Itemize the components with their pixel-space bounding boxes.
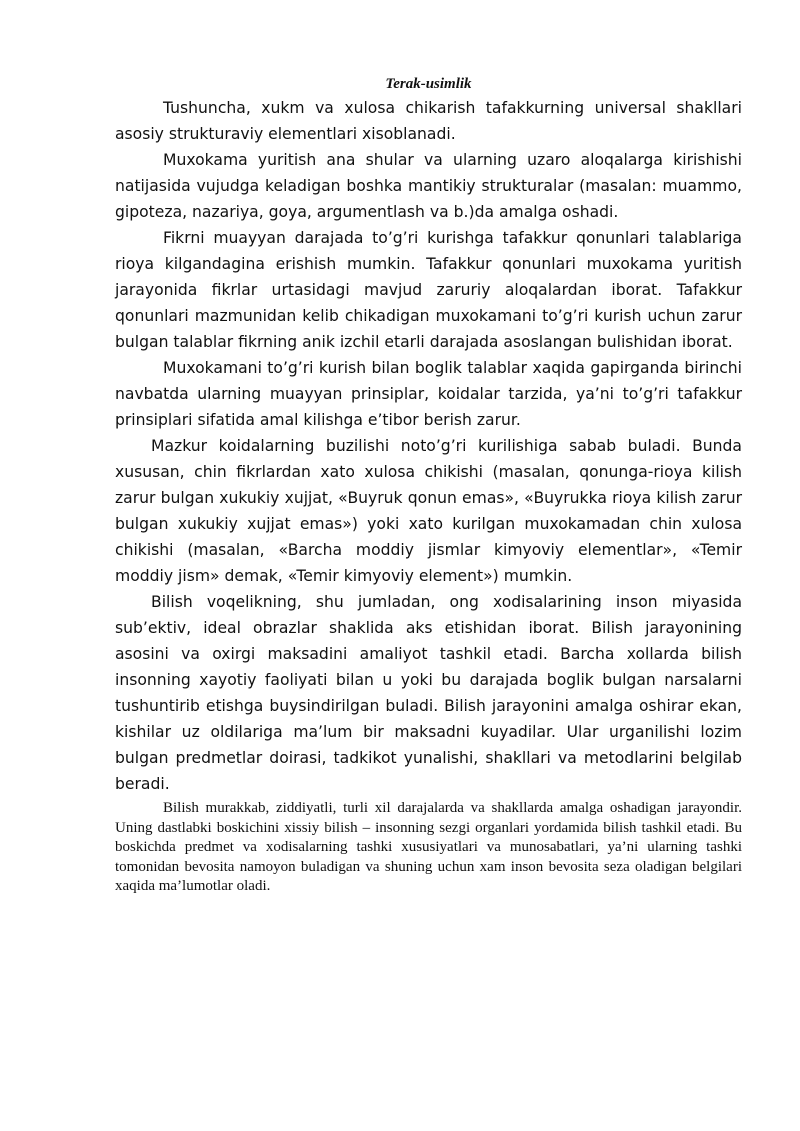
document-page bbox=[115, 70, 742, 897]
paragraph-2: Muxokama yuritish ana shular va ularning uzaro aloqalarga kirishishi natijasida vujudga keladigan boshka mantikiy strukturalar (masalan: muammo, gipoteza, nazariya, goya, argumentlash va b.)da amalga oshadi. bbox=[115, 151, 742, 221]
paragraph-3: Fikrni muayyan darajada to’g’ri kurishga tafakkur qonunlari talablariga rioya kilgandagina erishish mumkin. Tafakkur qonunlari muxokama yuritish jarayonida fikrlar urtasidagi mavjud zaruriy aloqalardan iborat. Tafakkur qonunlari mazmunidan kelib chikadigan muxokamani to’g’ri kurish uchun zarur bulgan talablar fikrning anik izchil etarli darajada asoslangan bulishidan iborat. bbox=[115, 229, 742, 351]
paragraph-1: Tushuncha, xukm va xulosa chikarish tafakkurning universal shakllari asosiy strukturaviy elementlari xisoblanadi. bbox=[115, 99, 742, 143]
document-title: Terak-usimlik bbox=[385, 76, 472, 92]
paragraph-6: Bilish voqelikning, shu jumladan, ong xodisalarining inson miyasida sub’ektiv, ideal obrazlar shaklida aks etishidan iborat. Bilish jarayonining asosini va oxirgi maksadini amaliyot tashkil etadi. Barcha xollarda bilish insonning xayotiy faoliyati bilan u yoki bu darajada boglik bulgan narsalarni tushuntirib etishga buysindirilgan buladi. Bilish jarayonini amalga oshirar ekan, kishilar uz oldilariga ma’lum bir maksadni kuyadilar. Ular urganilishi lozim bulgan predmetlar doirasi, tadkikot yunalishi, shakllari va metodlarini belgilab beradi. bbox=[115, 593, 742, 793]
paragraph-4: Muxokamani to’g’ri kurish bilan boglik talablar xaqida gapirganda birinchi navbatda ularning muayyan prinsiplar, koidalar tarzida, ya’ni to’g’ri tafakkur prinsiplari sifatida amal kilishga e’tibor berish zarur. bbox=[115, 359, 742, 429]
paragraph-5: Mazkur koidalarning buzilishi noto’g’ri kurilishiga sabab buladi. Bunda xususan, chin fikrlardan xato xulosa chikishi (masalan, qonunga-rioya kilish zarur bulgan xukukiy xujjat, «Buyruk qonun emas», «Buyrukka rioya kilish zarur bulgan xukukiy xujjat emas») yoki xato kurilgan muxokamadan chin xulosa chikishi (masalan, «Barcha moddiy jismlar kimyoviy elementlar», «Temir moddiy jism» demak, «Temir kimyoviy element») mumkin. bbox=[115, 437, 742, 585]
small-paragraph: Bilish murakkab, ziddiyatli, turli xil darajalarda va shakllarda amalga oshadigan jarayondir. Uning dastlabki boskichini xissiy bilish – insonning sezgi organlari yordamida bilish tashkil etadi. Bu boskichda predmet va xodisalarning tashki xususiyatlari va munosabatlari, ya’ni ularning tashki tomonidan bevosita namoyon buladigan va shuning uchun xam inson bevosita seza oladigan belgilari xaqida ma’lumotlar oladi. bbox=[115, 800, 742, 894]
